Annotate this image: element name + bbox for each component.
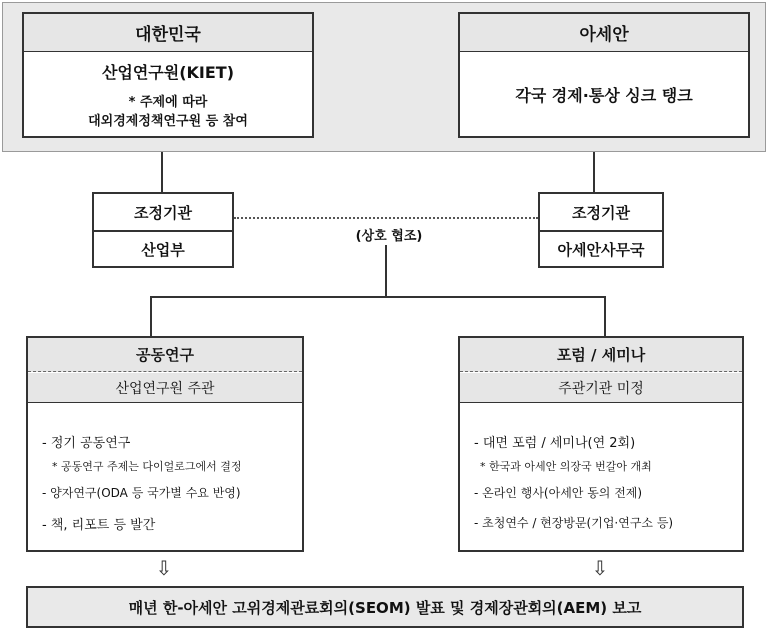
korea-header (24, 14, 312, 52)
joint-research-header (28, 338, 302, 372)
connector-center-vertical (385, 245, 387, 297)
left-coord-label: 조정기관 (134, 203, 192, 222)
forum-item-3: - 온라인 행사(아세안 동의 전제) (474, 486, 643, 500)
right-coord-label: 조정기관 (572, 203, 630, 222)
connector-right-drop (604, 296, 606, 338)
asean-body (460, 53, 748, 136)
connector-left-top (161, 152, 163, 194)
down-arrow-left-icon: ⇩ (155, 556, 173, 580)
joint-item-2: * 공동연구 주제는 다이얼로그에서 결정 (52, 460, 242, 473)
joint-item-4: - 책, 리포트 등 발간 (42, 518, 156, 533)
left-coord-box (92, 192, 234, 268)
forum-item-4: - 초청연수 / 현장방문(기업·연구소 등) (474, 516, 674, 530)
asean-title: 아세안 (579, 25, 629, 45)
connector-left-drop (150, 296, 152, 338)
korea-org: 산업연구원(KIET) (101, 63, 235, 82)
forum-item-2: * 한국과 아세안 의장국 번갈아 개최 (480, 460, 652, 473)
korea-box (22, 12, 314, 138)
forum-header (460, 338, 742, 372)
asean-box (458, 12, 750, 138)
right-coord-value-cell (540, 232, 662, 266)
right-coord-label-cell (540, 194, 662, 232)
connector-right-top (593, 152, 595, 194)
joint-research-title: 공동연구 (136, 346, 194, 364)
left-coord-value: 산업부 (141, 240, 185, 259)
forum-subtitle: 주관기관 미정 (558, 380, 644, 397)
cooperation-label: (상호 협조) (355, 229, 423, 244)
joint-item-3: - 양자연구(ODA 등 국가별 수요 반영) (42, 486, 241, 500)
forum-subheader (460, 373, 742, 403)
joint-research-subheader (28, 373, 302, 403)
korea-body (24, 53, 312, 136)
korea-note2: 대외경제정책연구원 등 참여 (88, 114, 248, 129)
joint-research-subtitle: 산업연구원 주관 (115, 380, 215, 397)
joint-research-box (26, 336, 304, 552)
left-coord-label-cell (94, 194, 232, 232)
right-coord-box (538, 192, 664, 268)
forum-box (458, 336, 744, 552)
down-arrow-right-icon: ⇩ (591, 556, 609, 580)
asean-header (460, 14, 748, 52)
bottom-report-box (26, 586, 744, 628)
korea-title: 대한민국 (135, 25, 201, 45)
joint-item-1: - 정기 공동연구 (42, 436, 131, 451)
forum-title: 포럼 / 세미나 (556, 346, 646, 364)
forum-item-1: - 대면 포럼 / 세미나(연 2회) (474, 436, 636, 451)
left-coord-value-cell (94, 232, 232, 266)
connector-horizontal (150, 296, 606, 298)
bottom-report-text: 매년 한-아세안 고위경제관료회의(SEOM) 발표 및 경제장관회의(AEM) 보고 (128, 598, 642, 617)
right-coord-value: 아세안사무국 (557, 240, 645, 259)
cooperation-dotted-line (234, 217, 538, 219)
asean-org: 각국 경제·통상 싱크 탱크 (515, 86, 693, 105)
korea-note1: * 주제에 따라 (128, 95, 208, 110)
